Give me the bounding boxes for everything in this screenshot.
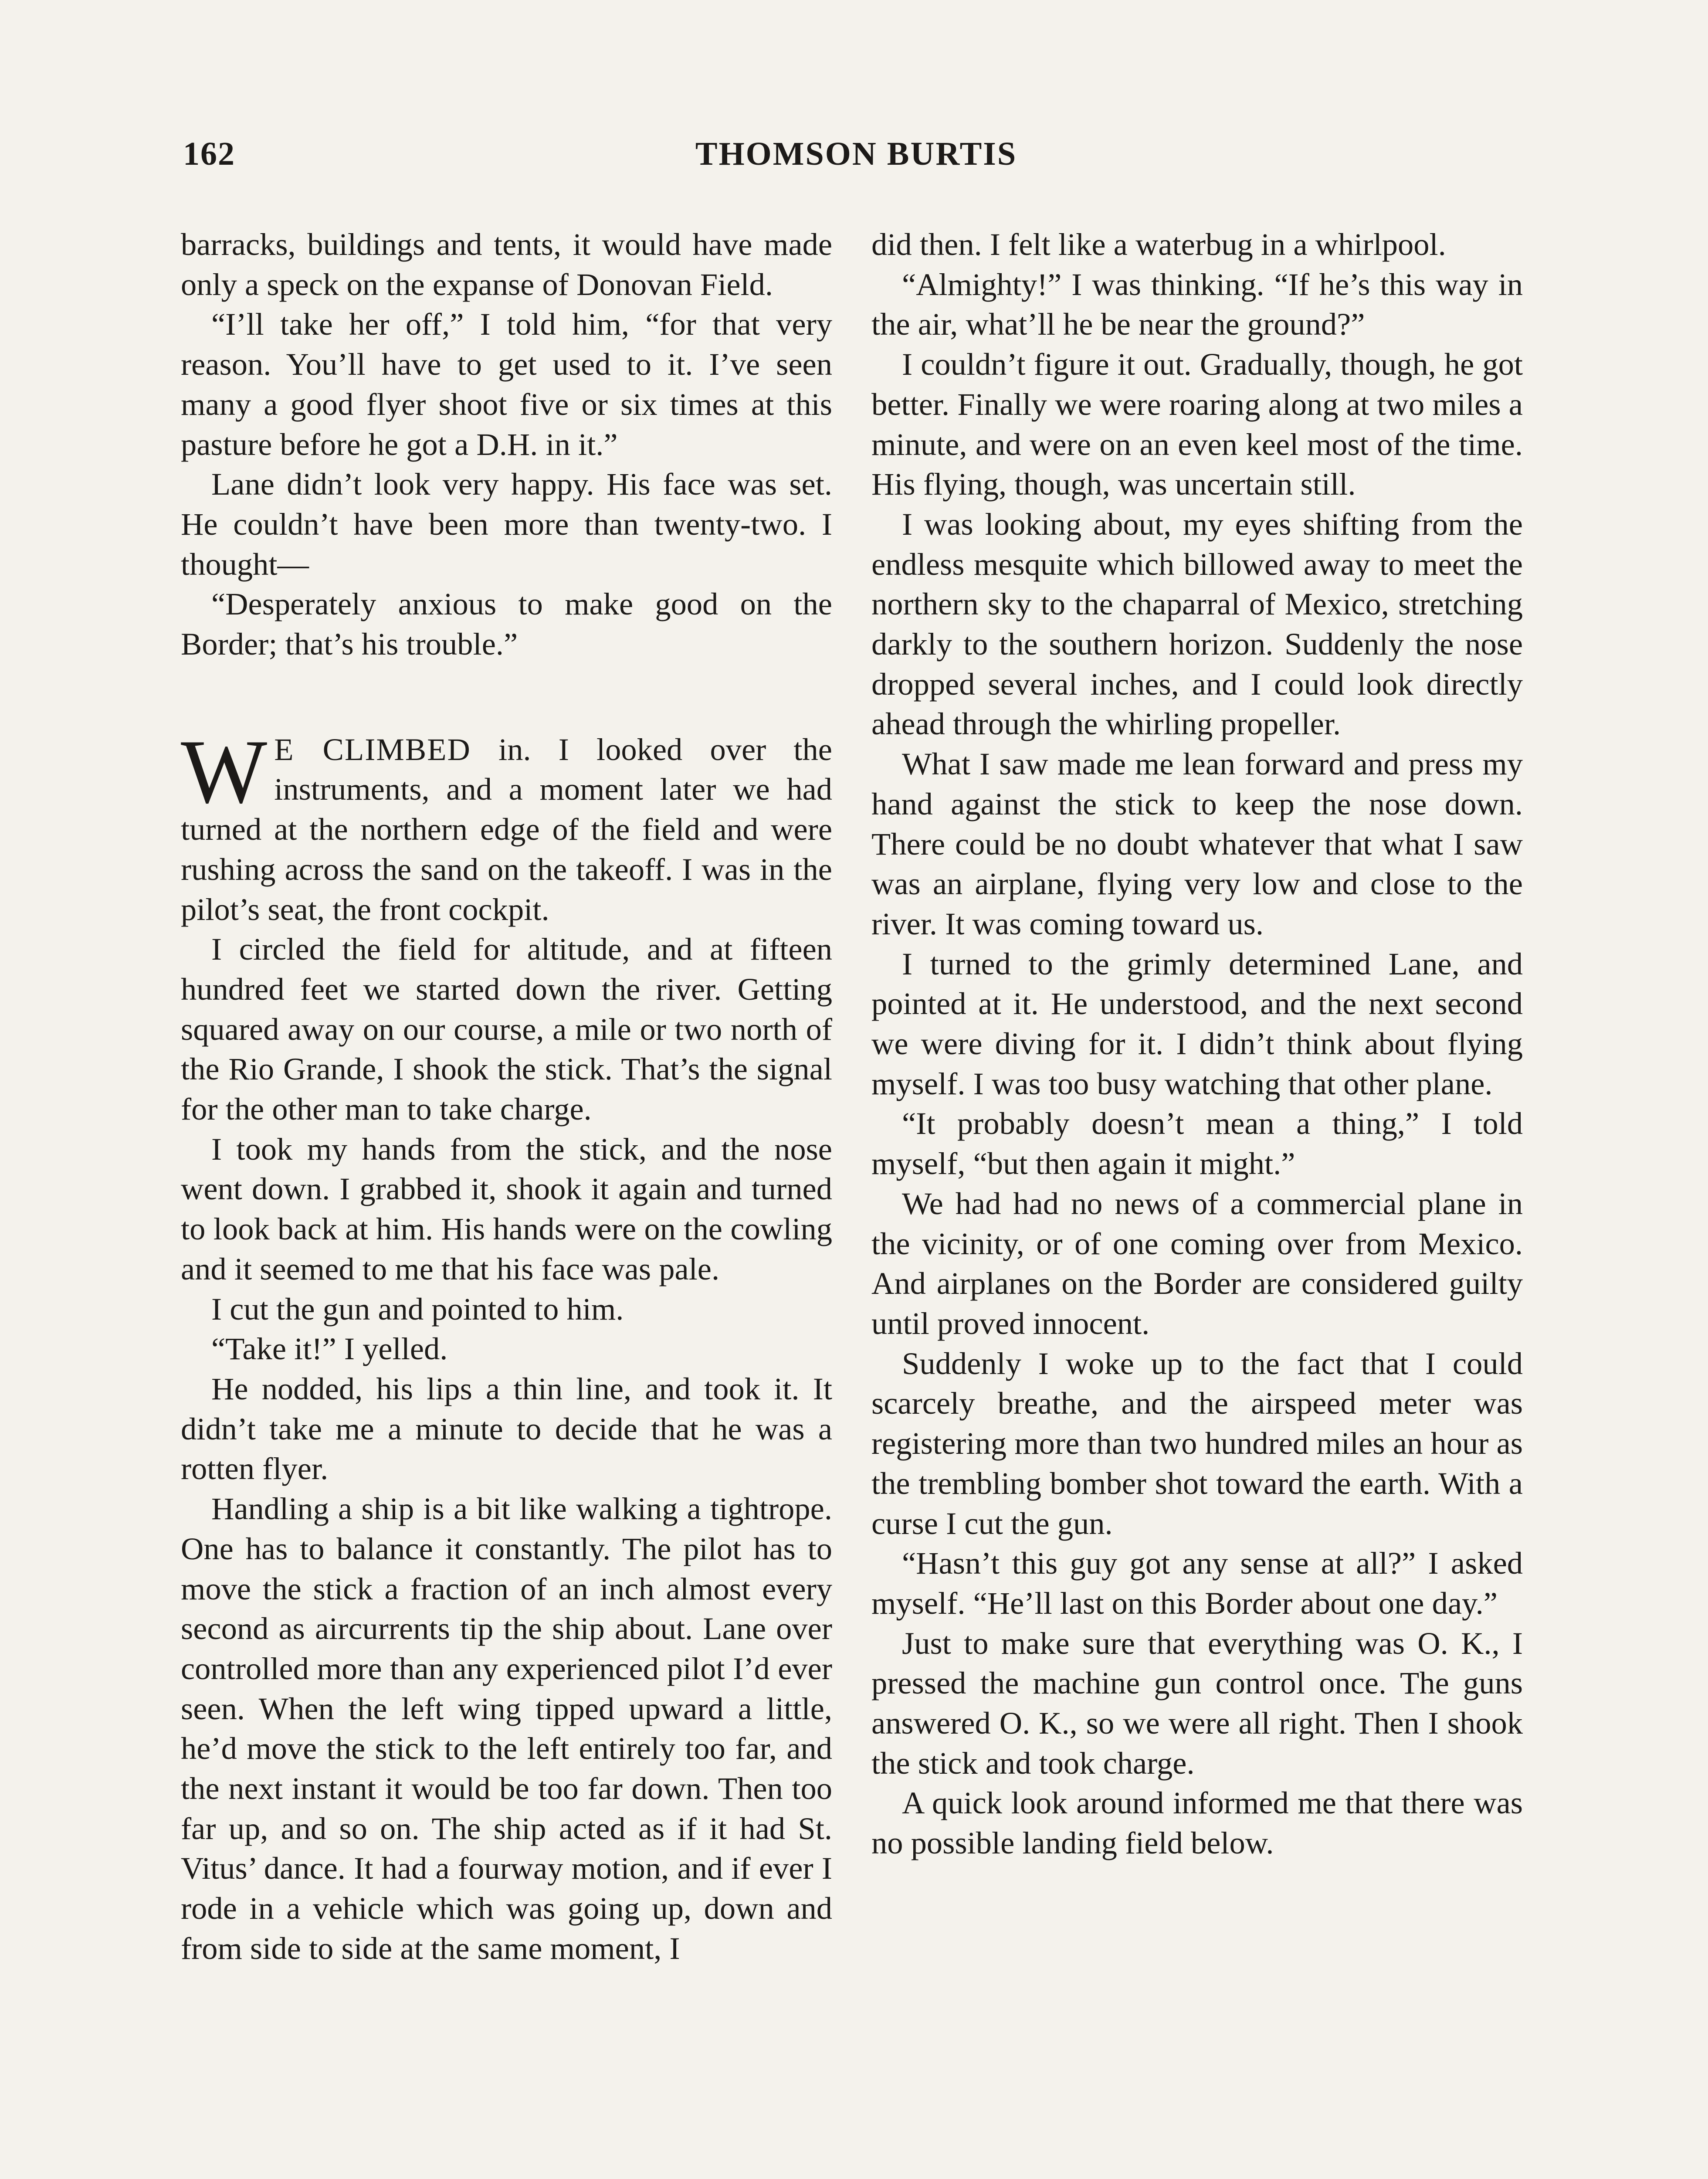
paragraph: barracks, buildings and tents, it would have made only a speck on the expanse of Donovan Field. xyxy=(181,227,832,302)
left-column xyxy=(181,224,832,1969)
paragraph: Just to make sure that everything was O. K., I pressed the machine gun control once. The guns answered O. K., so we were all right. Then I shook the stick and took charge. xyxy=(871,1625,1523,1781)
paragraph: did then. I felt like a waterbug in a whirlpool. xyxy=(871,227,1446,262)
paragraph: I took my hands from the stick, and the nose went down. I grabbed it, shook it again and turned to look back at him. His hands were on the cowling and it seemed to me that his face was pale. xyxy=(181,1131,832,1286)
small-caps-lead: E CLIMBED xyxy=(274,731,471,767)
paragraph: What I saw made me lean forward and press my hand against the stick to keep the nose down. There could be no doubt whatever that what I saw was an airplane, flying very low and close to the river. It was coming toward us. xyxy=(871,746,1523,941)
paragraph: Handling a ship is a bit like walking a tightrope. One has to balance it constantly. The pilot has to move the stick a fraction of an inch almost every second as aircurrents tip the ship about. Lane over controlled more than any experienced pilot I’d ever seen. When the left wing tipped upward a little, he’d move the stick to the left entirely too far, and the next instant it would be too far down. Then too far up, and so on. The ship acted as if it had St. Vitus’ dance. It had a fourway motion, and if ever I rode in a vehicle which was going up, down and from side to side at the same moment, I xyxy=(181,1491,832,1966)
paragraph: I cut the gun and pointed to him. xyxy=(211,1291,624,1327)
paragraph: “Hasn’t this guy got any sense at all?” I asked myself. “He’ll last on this Border about one day.” xyxy=(871,1545,1523,1621)
paragraph: I was looking about, my eyes shifting from the endless mesquite which billowed away to meet the northern sky to the chaparral of Mexico, stretching darkly to the southern horizon. Suddenly the nose dropped several inches, and I could look directly ahead through the whirling propeller. xyxy=(871,506,1523,742)
paragraph: “I’ll take her off,” I told him, “for that very reason. You’ll have to get used to it. I’ve seen many a good flyer shoot five or six times at this pasture before he got a D.H. in it.” xyxy=(181,306,832,462)
drop-cap: W xyxy=(181,721,268,822)
page-number: 162 xyxy=(183,136,235,172)
paragraph: A quick look around informed me that there was no possible landing field below. xyxy=(871,1785,1523,1861)
page-header xyxy=(174,135,1538,187)
paragraph: Suddenly I woke up to the fact that I could scarcely breathe, and the airspeed meter was registering more than two hundred miles an hour as the trembling bomber shot toward the earth. With a curse I cut the gun. xyxy=(871,1345,1523,1541)
paragraph: “Desperately anxious to make good on the Border; that’s his trouble.” xyxy=(181,586,832,662)
paragraph: We had had no news of a commercial plane in the vicinity, or of one coming over from Mexico. And airplanes on the Border are considered guilty until proved innocent. xyxy=(871,1185,1523,1341)
paragraph: “It probably doesn’t mean a thing,” I told myself, “but then again it might.” xyxy=(871,1106,1523,1181)
right-column xyxy=(871,224,1523,1863)
paragraph: I couldn’t figure it out. Gradually, though, he got better. Finally we were roaring along at two miles a minute, and were on an even keel most of the time. His flying, though, was uncertain still. xyxy=(871,346,1523,502)
paragraph: I circled the field for altitude, and at fifteen hundred feet we started down the river. Getting squared away on our course, a mile or two north of the Rio Grande, I shook the stick. That’s the signal for the other man to take charge. xyxy=(181,931,832,1127)
paragraph: He nodded, his lips a thin line, and took it. It didn’t take me a minute to decide that he was a rotten flyer. xyxy=(181,1371,832,1487)
paragraph: “Take it!” I yelled. xyxy=(211,1331,448,1367)
paragraph: “Almighty!” I was thinking. “If he’s this way in the air, what’ll he be near the ground?” xyxy=(871,266,1523,342)
running-head: THOMSON BURTIS xyxy=(695,136,1017,172)
paragraph: I turned to the grimly determined Lane, and pointed at it. He understood, and the next second we were diving for it. I didn’t think about flying myself. I was too busy watching that other plane. xyxy=(871,946,1523,1101)
paragraph: Lane didn’t look very happy. His face was set. He couldn’t have been more than twenty-two. I thought— xyxy=(181,466,832,582)
section-opening-paragraph xyxy=(181,721,832,930)
paragraph-text: in. I looked over the instruments, and a moment later we had turned at the northern edge of the field and were rushing across the sand on the takeoff. I was in the pilot’s seat, the front cockpit. xyxy=(181,731,832,927)
